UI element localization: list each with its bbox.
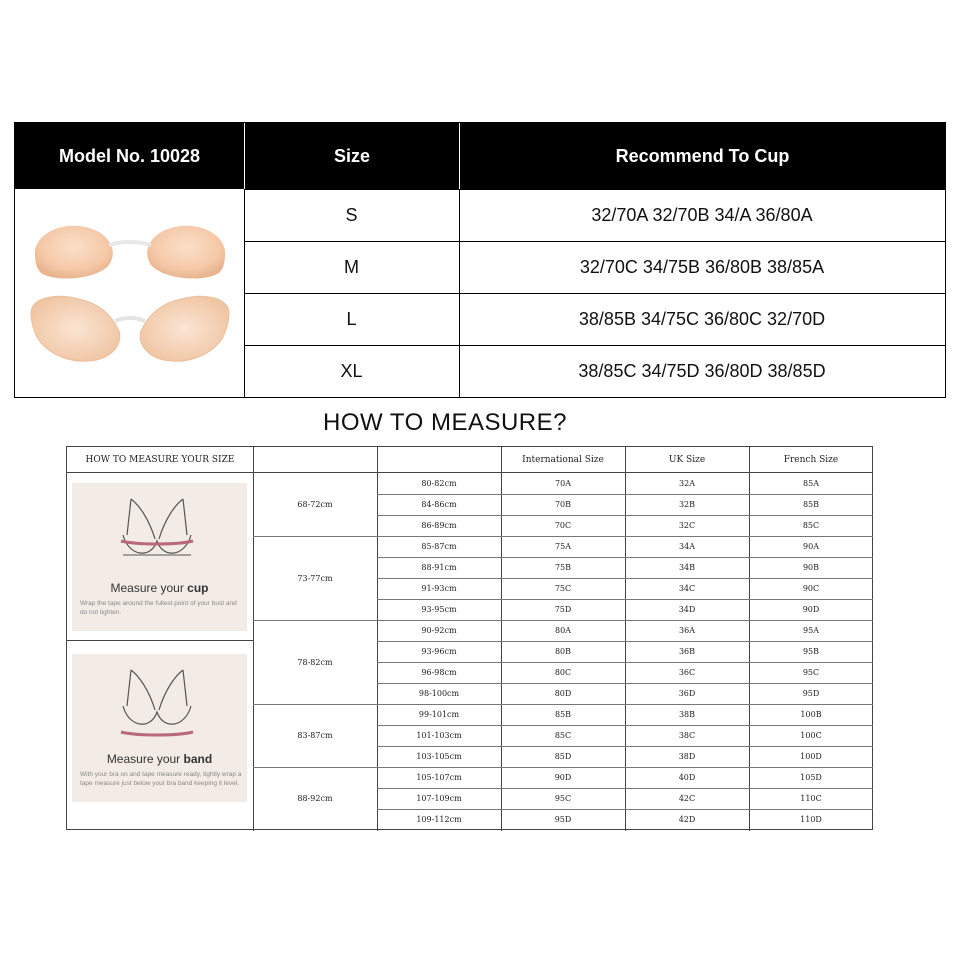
header-model: Model No. 10028	[58, 145, 201, 166]
intl-cell: 85C	[554, 731, 572, 740]
intl-cell: 90D	[554, 773, 572, 782]
bust-cell: 93-95cm	[421, 605, 457, 614]
bust-cell: 84-86cm	[421, 500, 457, 509]
intl-cell: 70B	[554, 500, 572, 509]
table-header	[15, 123, 945, 189]
uk-cell: 36B	[678, 647, 696, 656]
band-size-cell: 68-72cm	[297, 500, 333, 509]
intl-cell: 75A	[555, 542, 571, 551]
uk-cell: 38B	[678, 710, 696, 719]
fr-cell: 110D	[800, 815, 822, 824]
measure-cup-description: Wrap the tape around the fullest point of your bust and do not tighten.	[80, 600, 237, 616]
fr-cell: 105D	[800, 773, 822, 782]
fr-cell: 100B	[800, 710, 822, 719]
intl-cell: 80D	[554, 689, 572, 698]
fr-cell: 95D	[802, 689, 820, 698]
fr-cell: 95B	[802, 647, 820, 656]
bust-cell: 93-96cm	[421, 647, 457, 656]
intl-cell: 70A	[555, 479, 571, 488]
fr-cell: 95A	[803, 626, 819, 635]
fr-cell: 85B	[802, 500, 820, 509]
measure-cup-card	[72, 483, 247, 631]
uk-cell: 32A	[679, 479, 695, 488]
intl-cell: 95D	[554, 815, 572, 824]
fr-cell: 85A	[803, 479, 819, 488]
fr-cell: 90A	[803, 542, 819, 551]
fr-cell: 100C	[800, 731, 822, 740]
uk-cell: 36C	[678, 668, 696, 677]
size-cell: M	[344, 257, 359, 277]
header-size: Size	[333, 145, 371, 166]
cup-cell: 38/85B 34/75C 36/80C 32/70D	[578, 309, 826, 329]
size-cell: L	[346, 309, 357, 329]
bust-cell: 88-91cm	[421, 563, 457, 572]
uk-cell: 32B	[678, 500, 696, 509]
fr-cell: 100D	[800, 752, 822, 761]
band-size-cell: 83-87cm	[297, 731, 333, 740]
header-bust	[377, 447, 501, 473]
measure-band-title: Measure your band	[106, 752, 213, 766]
uk-cell: 42C	[678, 794, 696, 803]
header-international: International Size	[501, 447, 625, 473]
intl-cell: 95C	[554, 794, 572, 803]
fr-cell: 110C	[800, 794, 822, 803]
header-band	[253, 447, 377, 473]
bust-cell: 98-100cm	[418, 689, 460, 698]
uk-cell: 36A	[679, 626, 695, 635]
band-size-cell: 88-92cm	[297, 794, 333, 803]
bust-cell: 103-105cm	[416, 752, 462, 761]
intl-cell: 75C	[554, 584, 572, 593]
intl-cell: 75D	[554, 605, 572, 614]
bust-cell: 86-89cm	[421, 521, 457, 530]
uk-cell: 40D	[678, 773, 696, 782]
uk-cell: 36D	[678, 689, 696, 698]
uk-cell: 38C	[678, 731, 696, 740]
band-size-cell: 78-82cm	[297, 657, 333, 667]
uk-cell: 38D	[678, 752, 696, 761]
intl-cell: 70C	[554, 521, 572, 530]
measure-band-card	[72, 654, 247, 802]
cup-cell: 38/85C 34/75D 36/80D 38/85D	[578, 361, 826, 381]
how-to-measure-heading: HOW TO MEASURE?	[323, 409, 567, 436]
bra-cup-illustration	[117, 495, 197, 570]
intl-cell: 75B	[554, 563, 572, 572]
bust-cell: 91-93cm	[421, 584, 457, 593]
intl-cell: 80A	[555, 626, 571, 635]
size-cell: XL	[340, 361, 363, 381]
header-uk: UK Size	[625, 447, 749, 473]
measure-cup-title: Measure your cup	[110, 581, 209, 595]
bust-cell: 99-101cm	[418, 710, 460, 719]
intl-cell: 80B	[554, 647, 572, 656]
band-size-cell: 73-77cm	[297, 573, 333, 583]
header-how-to-measure: HOW TO MEASURE YOUR SIZE	[67, 447, 253, 473]
fr-cell: 85C	[802, 521, 820, 530]
size-conversion-table	[66, 446, 873, 830]
bust-cell: 105-107cm	[416, 773, 462, 782]
table-row	[244, 241, 945, 293]
uk-cell: 34C	[678, 584, 696, 593]
table-row	[244, 189, 945, 241]
fr-cell: 90B	[802, 563, 820, 572]
row-divider	[67, 640, 253, 641]
cup-cell: 32/70C 34/75B 36/80B 38/85A	[579, 257, 825, 277]
bra-band-illustration	[117, 666, 197, 741]
intl-cell: 80C	[554, 668, 572, 677]
uk-cell: 34D	[678, 605, 696, 614]
model-size-table	[14, 122, 946, 398]
table-row	[244, 293, 945, 345]
fr-cell: 95C	[802, 668, 820, 677]
table-row	[244, 345, 945, 397]
size-cell: S	[345, 205, 358, 225]
bust-cell: 85-87cm	[421, 542, 457, 551]
bust-cell: 109-112cm	[416, 815, 462, 824]
measure-band-description: With your bra on and tape measure ready, tightly wrap a tape measure just below your bra band keeping it level.	[80, 771, 242, 787]
bust-cell: 80-82cm	[421, 479, 457, 488]
fr-cell: 90C	[802, 584, 820, 593]
bust-cell: 107-109cm	[416, 794, 462, 803]
bust-cell: 96-98cm	[421, 668, 457, 677]
uk-cell: 34A	[679, 542, 695, 551]
uk-cell: 32C	[678, 521, 696, 530]
bust-cell: 101-103cm	[416, 731, 462, 740]
product-image	[27, 213, 233, 383]
fr-cell: 90D	[802, 605, 820, 614]
bust-cell: 90-92cm	[421, 626, 457, 635]
cup-cell: 32/70A 32/70B 34/A 36/80A	[591, 205, 813, 225]
header-recommend: Recommend To Cup	[615, 145, 790, 166]
intl-cell: 85B	[554, 710, 572, 719]
header-french: French Size	[749, 447, 873, 473]
uk-cell: 42D	[678, 815, 696, 824]
intl-cell: 85D	[554, 752, 572, 761]
uk-cell: 34B	[678, 563, 696, 572]
